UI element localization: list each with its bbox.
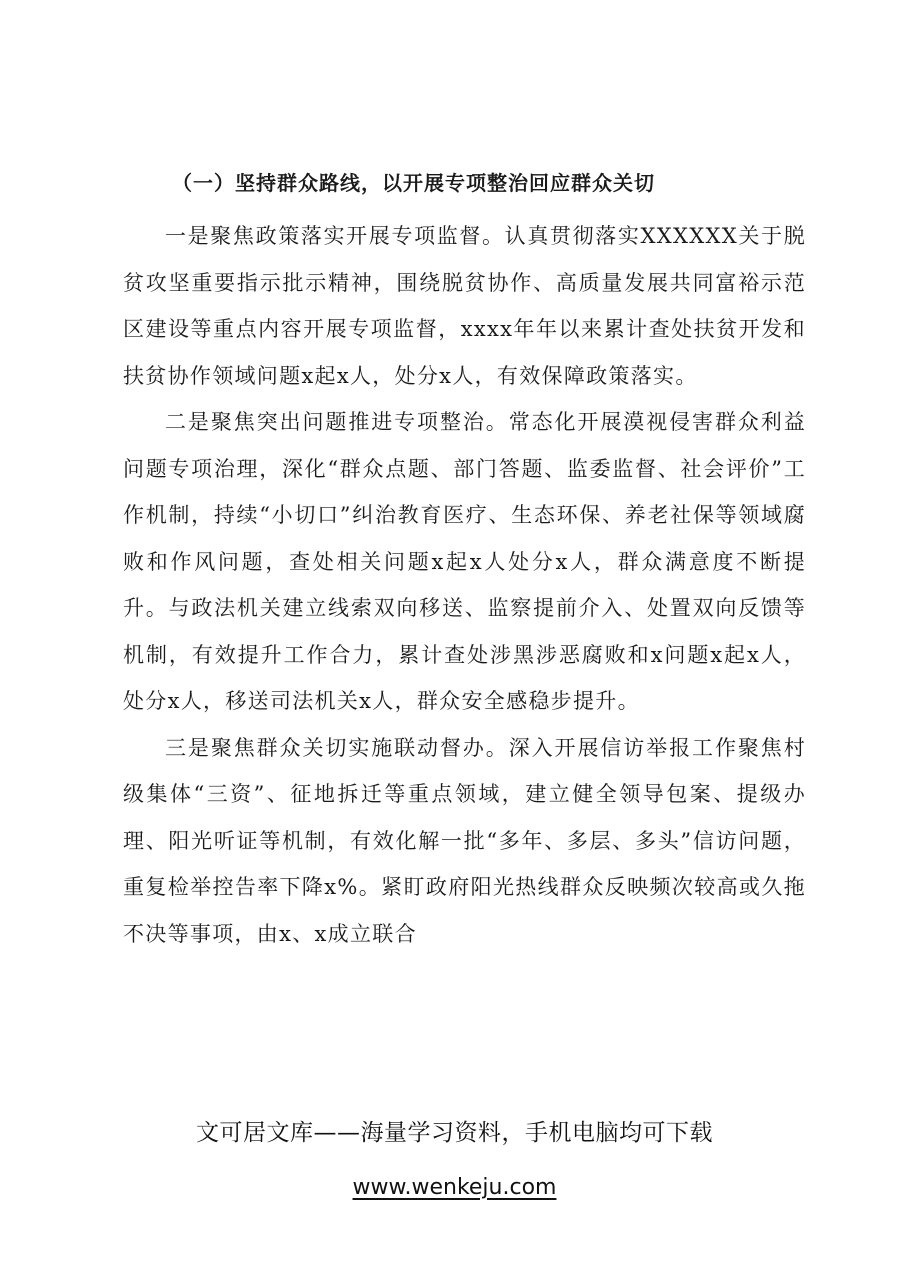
footer-title: 文可居文库——海量学习资料，手机电脑均可下载 [196,1120,713,1146]
footer-url-link[interactable]: www.wenkeju.com [352,1175,557,1200]
body-text [123,213,806,957]
section-heading: （一）坚持群众路线，以开展专项整治回应群众关切 [172,171,655,195]
paragraph-joint-supervision: 三是聚焦群众关切实施联动督办。深入开展信访举报工作聚焦村级集体“三资”、征地拆迁等重点领域，建立健全领导包案、提级办理、阳光听证等机制，有效化解一批“多年、多层、多头”信访问题，重复检举控告率下降x%。紧盯政府阳光热线群众反映频次较高或久拖不决等事项，由x、x成立联合 [123,735,806,946]
paragraph-special-rectification: 二是聚焦突出问题推进专项整治。常态化开展漠视侵害群众利益问题专项治理，深化“群众点题、部门答题、监委监督、社会评价”工作机制，持续“小切口”纠治教育医疗、生态环保、养老社保等领域腐败和作风问题，查处相关问题x起x人处分x人，群众满意度不断提升。与政法机关建立线索双向移送、监察提前介入、处置双向反馈等机制，有效提升工作合力，累计查处涉黑涉恶腐败和x问题x起x人，处分x人，移送司法机关x人，群众安全感稳步提升。 [123,410,806,713]
paragraph-policy-supervision: 一是聚焦政策落实开展专项监督。认真贯彻落实XXXXXX关于脱贫攻坚重要指示批示精神，围绕脱贫协作、高质量发展共同富裕示范区建设等重点内容开展专项监督，xxxx年年以来累计查处扶贫开发和扶贫协作领域问题x起x人，处分x人，有效保障政策落实。 [123,224,806,388]
